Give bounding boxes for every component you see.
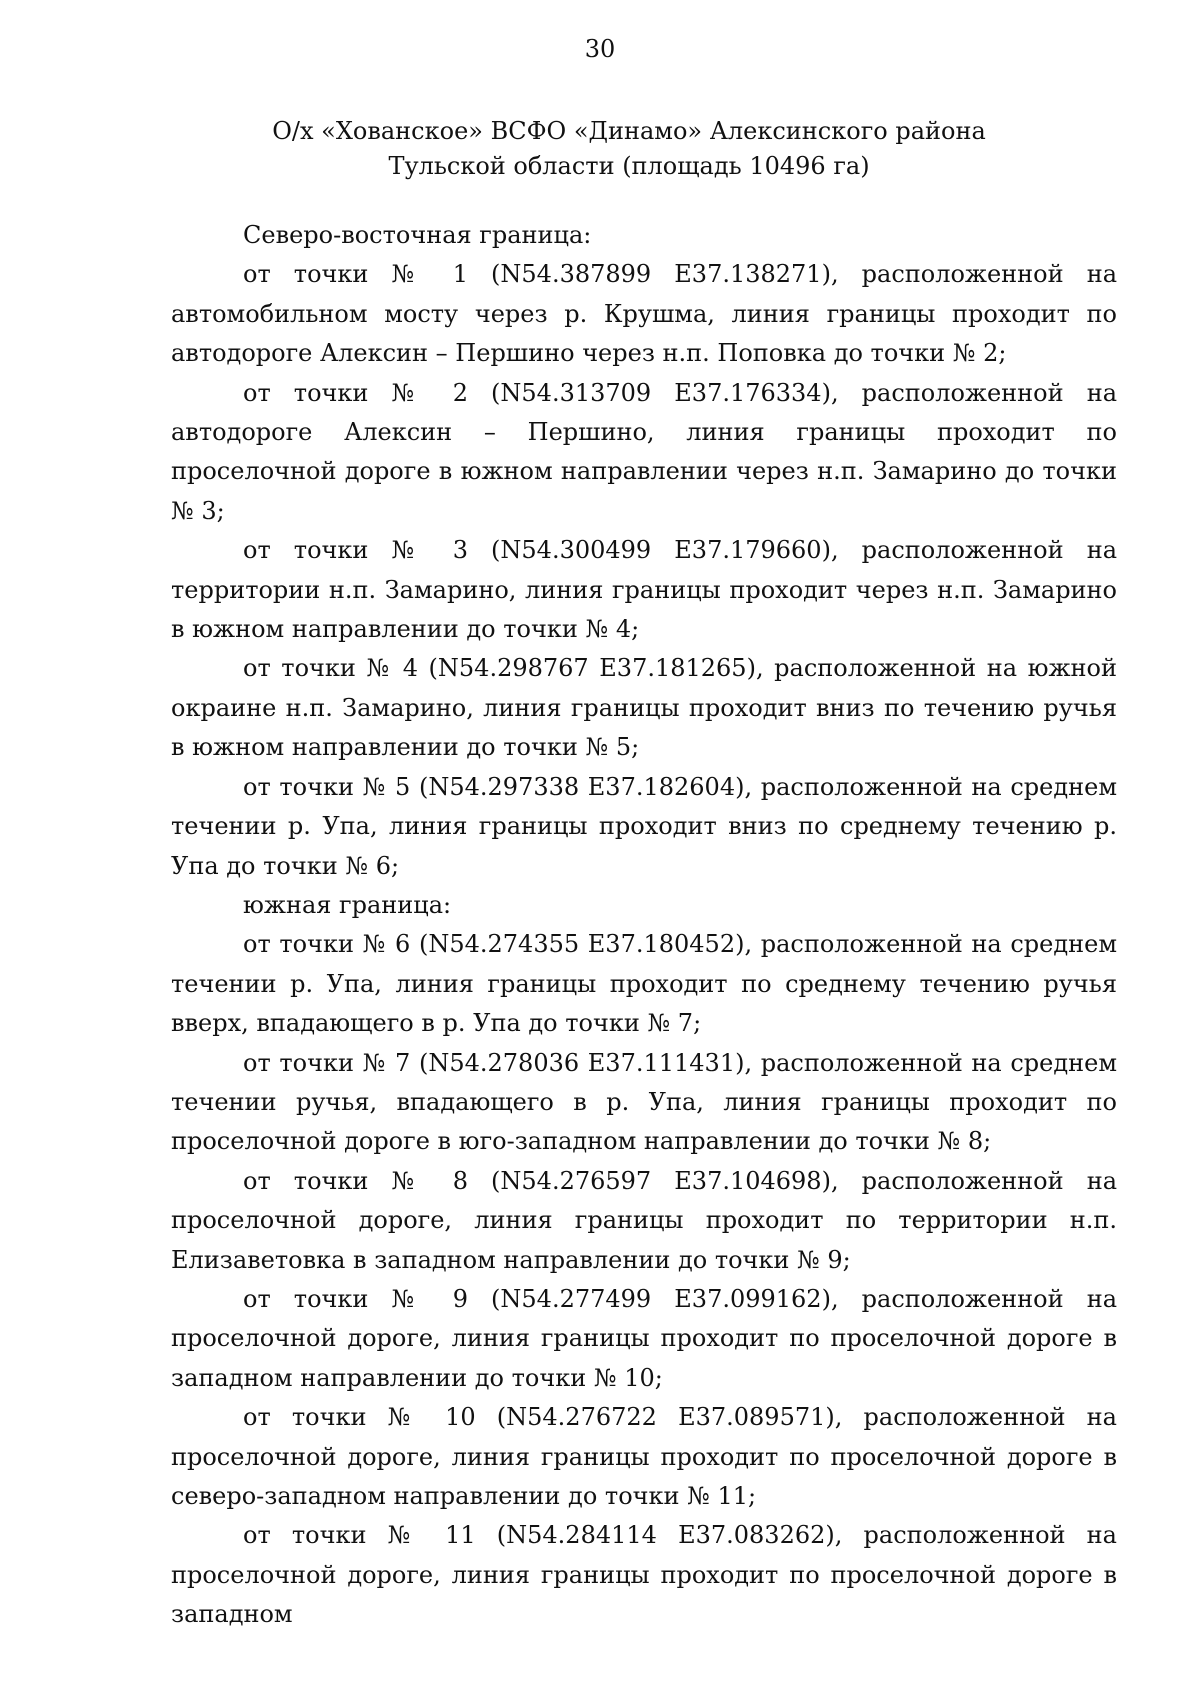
title-line-1: О/х «Хованское» ВСФО «Динамо» Алексинского района [272, 117, 986, 145]
boundary-paragraph-1: от точки № 1 (N54.387899 E37.138271), расположенной на автомобильном мосту через р. Крушма, линия границы проходит по автодороге Алексин – Першино через н.п. Поповка до точки № 2; [171, 260, 1117, 368]
boundary-paragraph-7: от точки № 7 (N54.278036 E37.111431), расположенной на среднем течении ручья, впадающего в р. Упа, линия границы проходит по проселочной дороге в юго-западном направлении до точки № 8; [171, 1048, 1117, 1156]
boundary-paragraph-2: от точки № 2 (N54.313709 E37.176334), расположенной на автодороге Алексин – Першино, линия границы проходит по проселочной дороге в южном направлении через н.п. Замарино до точки № 3; [171, 378, 1117, 525]
document-title [160, 114, 1098, 184]
boundary-paragraph-8: от точки № 8 (N54.276597 E37.104698), расположенной на проселочной дороге, линия границы проходит по территории н.п. Елизаветовка в западном направлении до точки № 9; [171, 1166, 1117, 1274]
section-heading-northeast: Северо-восточная граница: [243, 221, 592, 249]
boundary-paragraph-6: от точки № 6 (N54.274355 E37.180452), расположенной на среднем течении р. Упа, линия границы проходит по среднему течению ручья вверх, впадающего в р. Упа до точки № 7; [171, 930, 1117, 1038]
title-line-2: Тульской области (площадь 10496 га) [388, 152, 870, 180]
boundary-paragraph-10: от точки № 10 (N54.276722 E37.089571), расположенной на проселочной дороге, линия границы проходит по проселочной дороге в северо-западном направлении до точки № 11; [171, 1403, 1117, 1510]
boundary-paragraph-3: от точки № 3 (N54.300499 E37.179660), расположенной на территории н.п. Замарино, линия границы проходит через н.п. Замарино в южном направлении до точки № 4; [171, 536, 1117, 644]
boundary-paragraph-11: от точки № 11 (N54.284114 E37.083262), расположенной на проселочной дороге, линия границы проходит по проселочной дороге в западном [171, 1521, 1117, 1629]
page-number: 30 [584, 35, 616, 63]
boundary-paragraph-4: от точки № 4 (N54.298767 E37.181265), расположенной на южной окраине н.п. Замарино, линия границы проходит вниз по течению ручья в южном направлении до точки № 5; [171, 654, 1117, 762]
boundary-paragraph-5: от точки № 5 (N54.297338 E37.182604), расположенной на среднем течении р. Упа, линия границы проходит вниз по среднему течению р. Упа до точки № 6; [171, 772, 1117, 880]
boundary-paragraph-9: от точки № 9 (N54.277499 E37.099162), расположенной на проселочной дороге, линия границы проходит по проселочной дороге в западном направлении до точки № 10; [171, 1284, 1117, 1392]
section-heading-south: южная граница: [243, 890, 452, 919]
document-body [171, 216, 1117, 1635]
